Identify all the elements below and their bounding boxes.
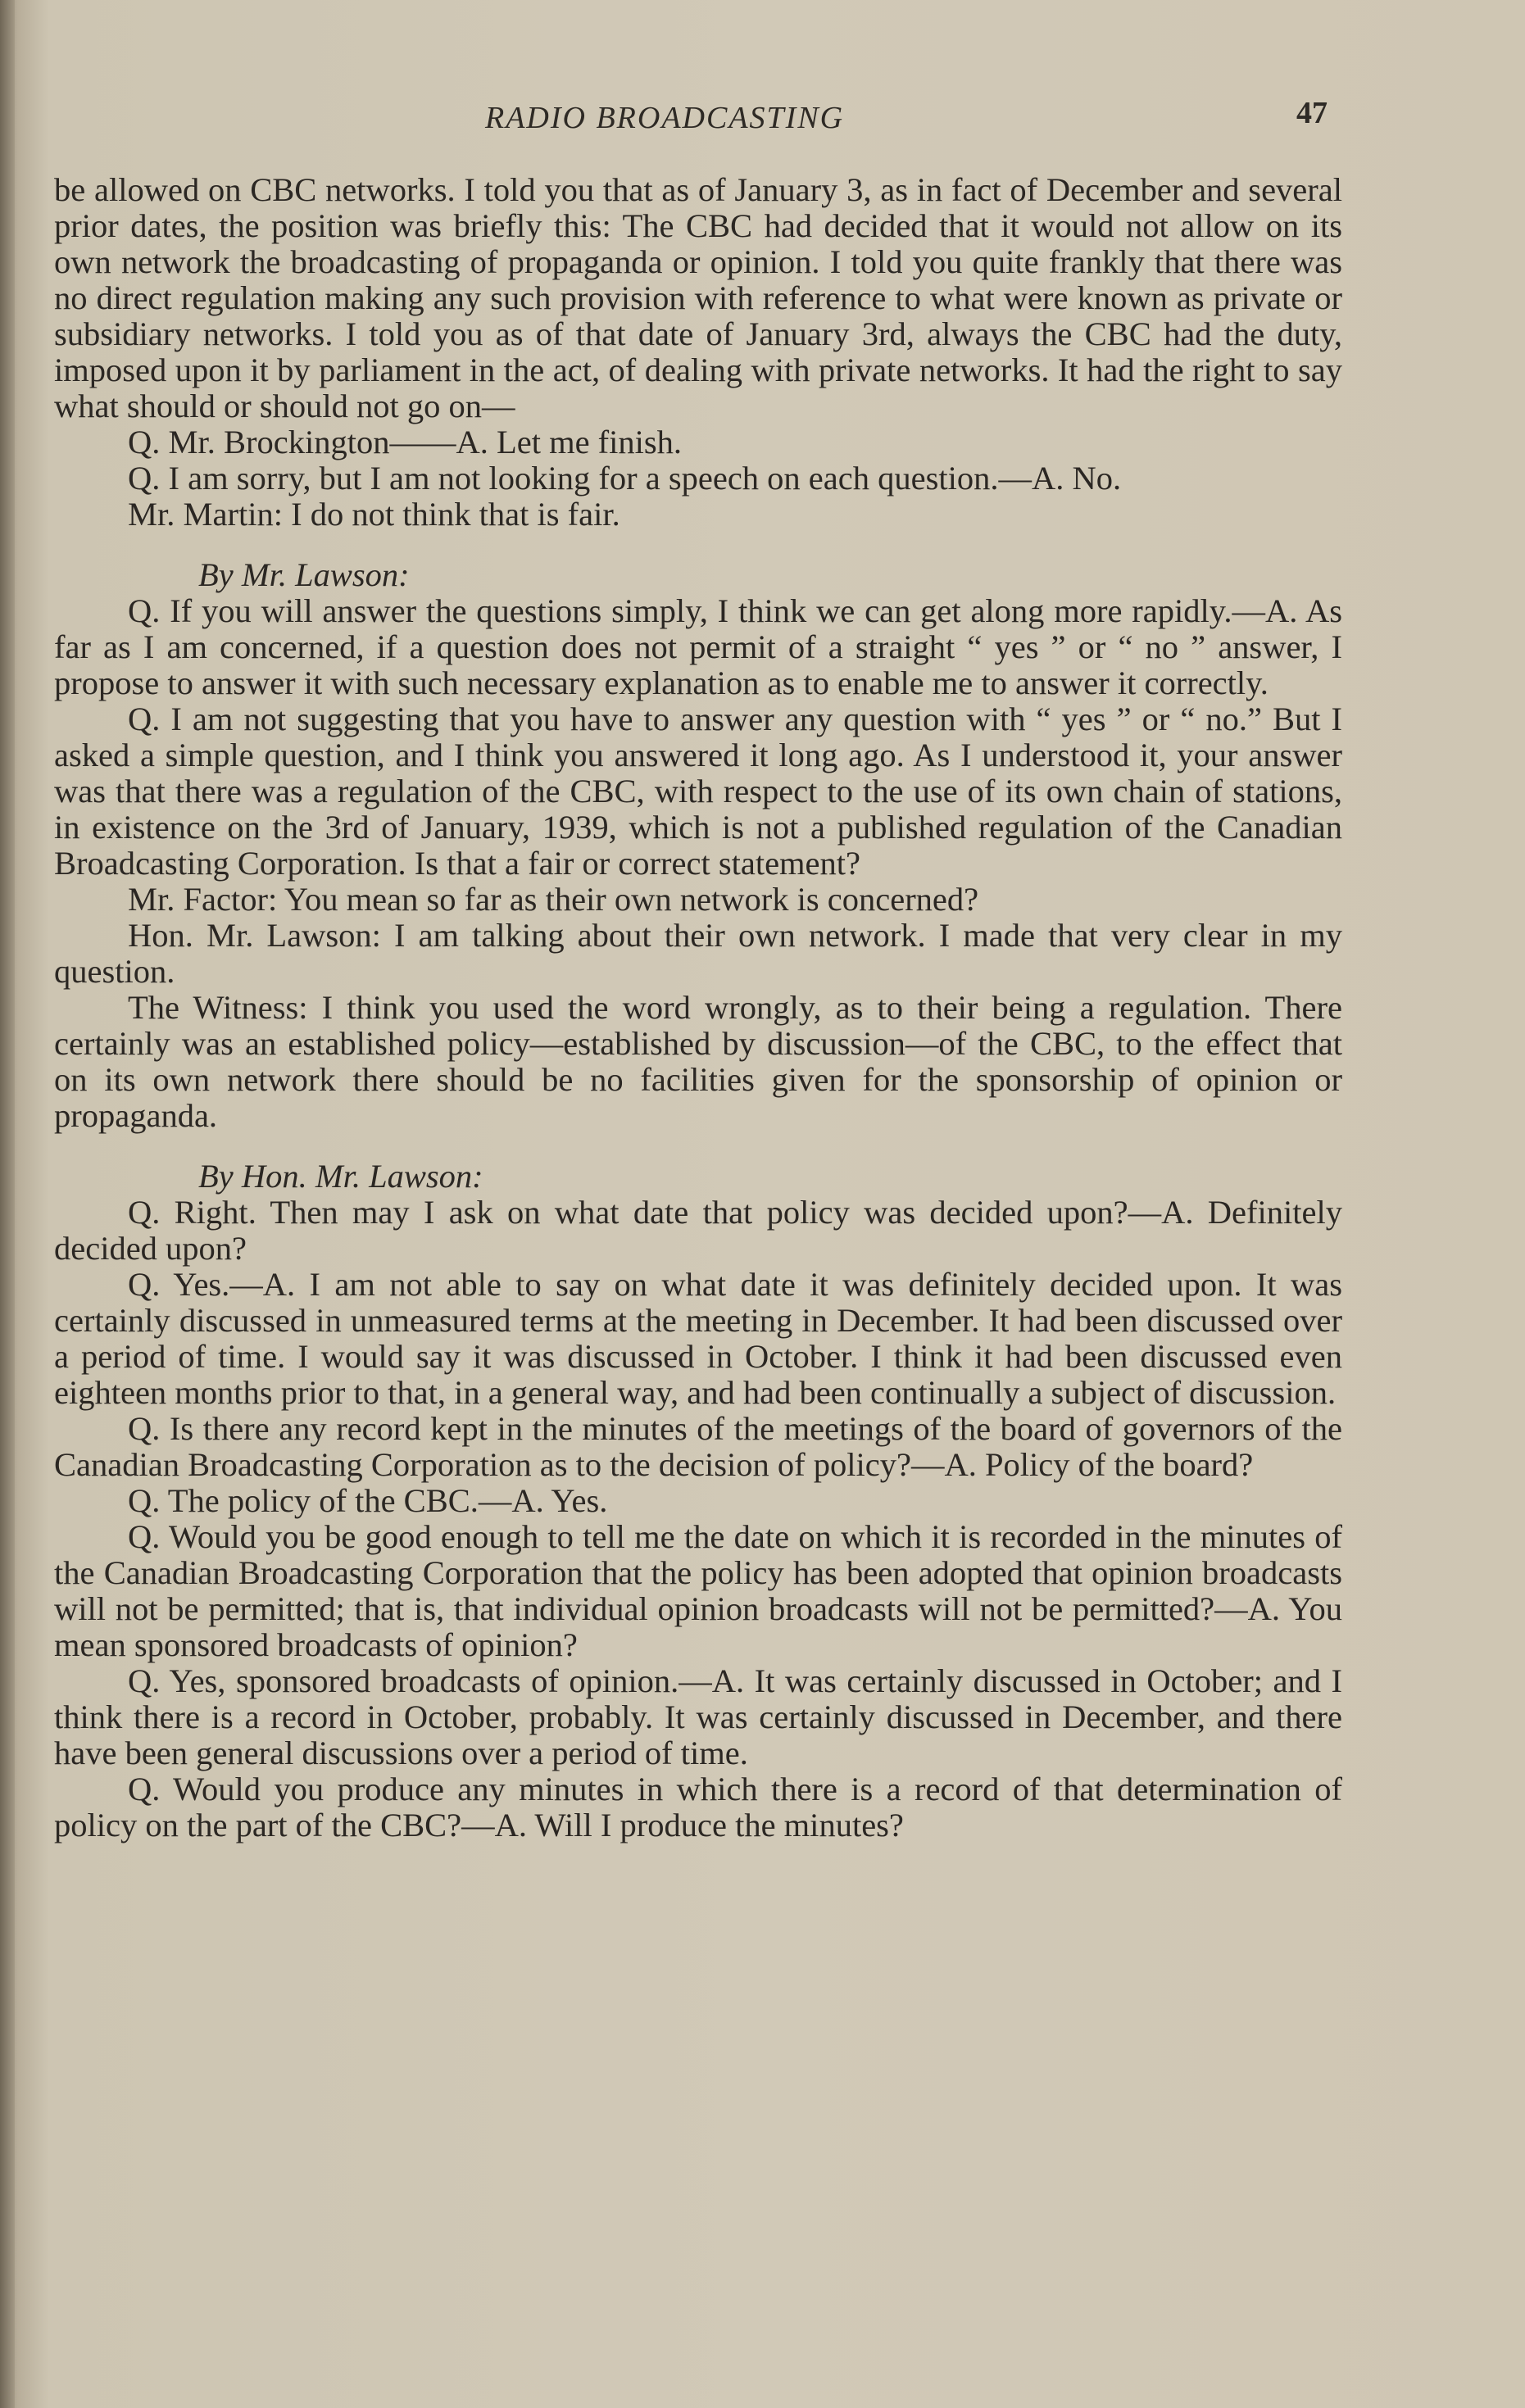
running-head: RADIO BROADCASTING [485, 101, 845, 135]
section-heading: By Mr. Lawson: [198, 556, 410, 593]
section-heading: By Hon. Mr. Lawson: [198, 1158, 483, 1195]
page-binding-edge [0, 0, 15, 2408]
page-header [0, 92, 1525, 141]
paragraph-question: Q. Would you be good enough to tell me the date on which it is recorded in the minutes of the Canadian Broadcasting Corporation that the policy has been adopted that opinion broadcasts will not be permitted; that is, that individual opinion broadcasts will not be permitted?—A. You mean sponsored broadcasts of opinion? [54, 1518, 1342, 1663]
body-text [54, 172, 1342, 1843]
paragraph-question: Q. I am sorry, but I am not looking for a speech on each question.—A. No. [128, 460, 1122, 497]
paragraph-witness: The Witness: I think you used the word wrongly, as to their being a regulation. There certainly was an established policy—established by discussion—of the CBC, to the effect that on its own network there should be no facilities given for the sponsorship of opinion or propaganda. [54, 989, 1342, 1134]
paragraph-question: Q. Yes, sponsored broadcasts of opinion.—A. It was certainly discussed in October; and I think there is a record in October, probably. It was certainly discussed in December, and there have been general discussions over a period of time. [54, 1662, 1342, 1771]
paragraph-continuation: be allowed on CBC networks. I told you that as of January 3, as in fact of December and several prior dates, the position was briefly this: The CBC had decided that it would not allow on its own network the broadcasting of propaganda or opinion. I told you quite frankly that there was no direct regulation making any such provision with reference to what were known as private or subsidiary networks. I told you as of that date of January 3rd, always the CBC had the duty, imposed upon it by parliament in the act, of dealing with private networks. It had the right to say what should or should not go on— [54, 171, 1342, 424]
paragraph-question: Q. I am not suggesting that you have to answer any question with “ yes ” or “ no.” But I asked a simple question, and I think you answered it long ago. As I understood it, your answer was that there was a regulation of the CBC, with respect to the use of its own chain of stations, in existence on the 3rd of January, 1939, which is not a published regulation of the Canadian Broadcasting Corporation. Is that a fair or correct statement? [54, 701, 1342, 882]
paragraph-question: Q. Right. Then may I ask on what date that policy was decided upon?—A. Definitely decided upon? [54, 1194, 1342, 1267]
paragraph-speaker: Mr. Martin: I do not think that is fair. [128, 496, 620, 533]
page-number: 47 [1296, 96, 1328, 130]
paragraph-question: Q. If you will answer the questions simply, I think we can get along more rapidly.—A. As far as I am concerned, if a question does not permit of a straight “ yes ” or “ no ” answer, I propose to answer it with such necessary explanation as to enable me to answer it correctly. [54, 592, 1342, 701]
paragraph-question: Q. Mr. Brockington——A. Let me finish. [128, 424, 683, 460]
paragraph-question: Q. Is there any record kept in the minutes of the meetings of the board of governors of the Canadian Broadcasting Corporation as to the decision of policy?—A. Policy of the board? [54, 1410, 1342, 1483]
paragraph-question: Q. The policy of the CBC.—A. Yes. [128, 1482, 608, 1519]
paragraph-question: Q. Would you produce any minutes in which there is a record of that determination of policy on the part of the CBC?—A. Will I produce the minutes? [54, 1771, 1342, 1843]
paragraph-speaker: Mr. Factor: You mean so far as their own network is concerned? [128, 881, 979, 918]
paragraph-speaker: Hon. Mr. Lawson: I am talking about their own network. I made that very clear in my question. [54, 917, 1342, 990]
paragraph-question: Q. Yes.—A. I am not able to say on what date it was definitely decided upon. It was certainly discussed in unmeasured terms at the meeting in December. It had been discussed over a period of time. I would say it was discussed in October. I think it had been discussed even eighteen months prior to that, in a general way, and had been continually a subject of discussion. [54, 1266, 1342, 1411]
